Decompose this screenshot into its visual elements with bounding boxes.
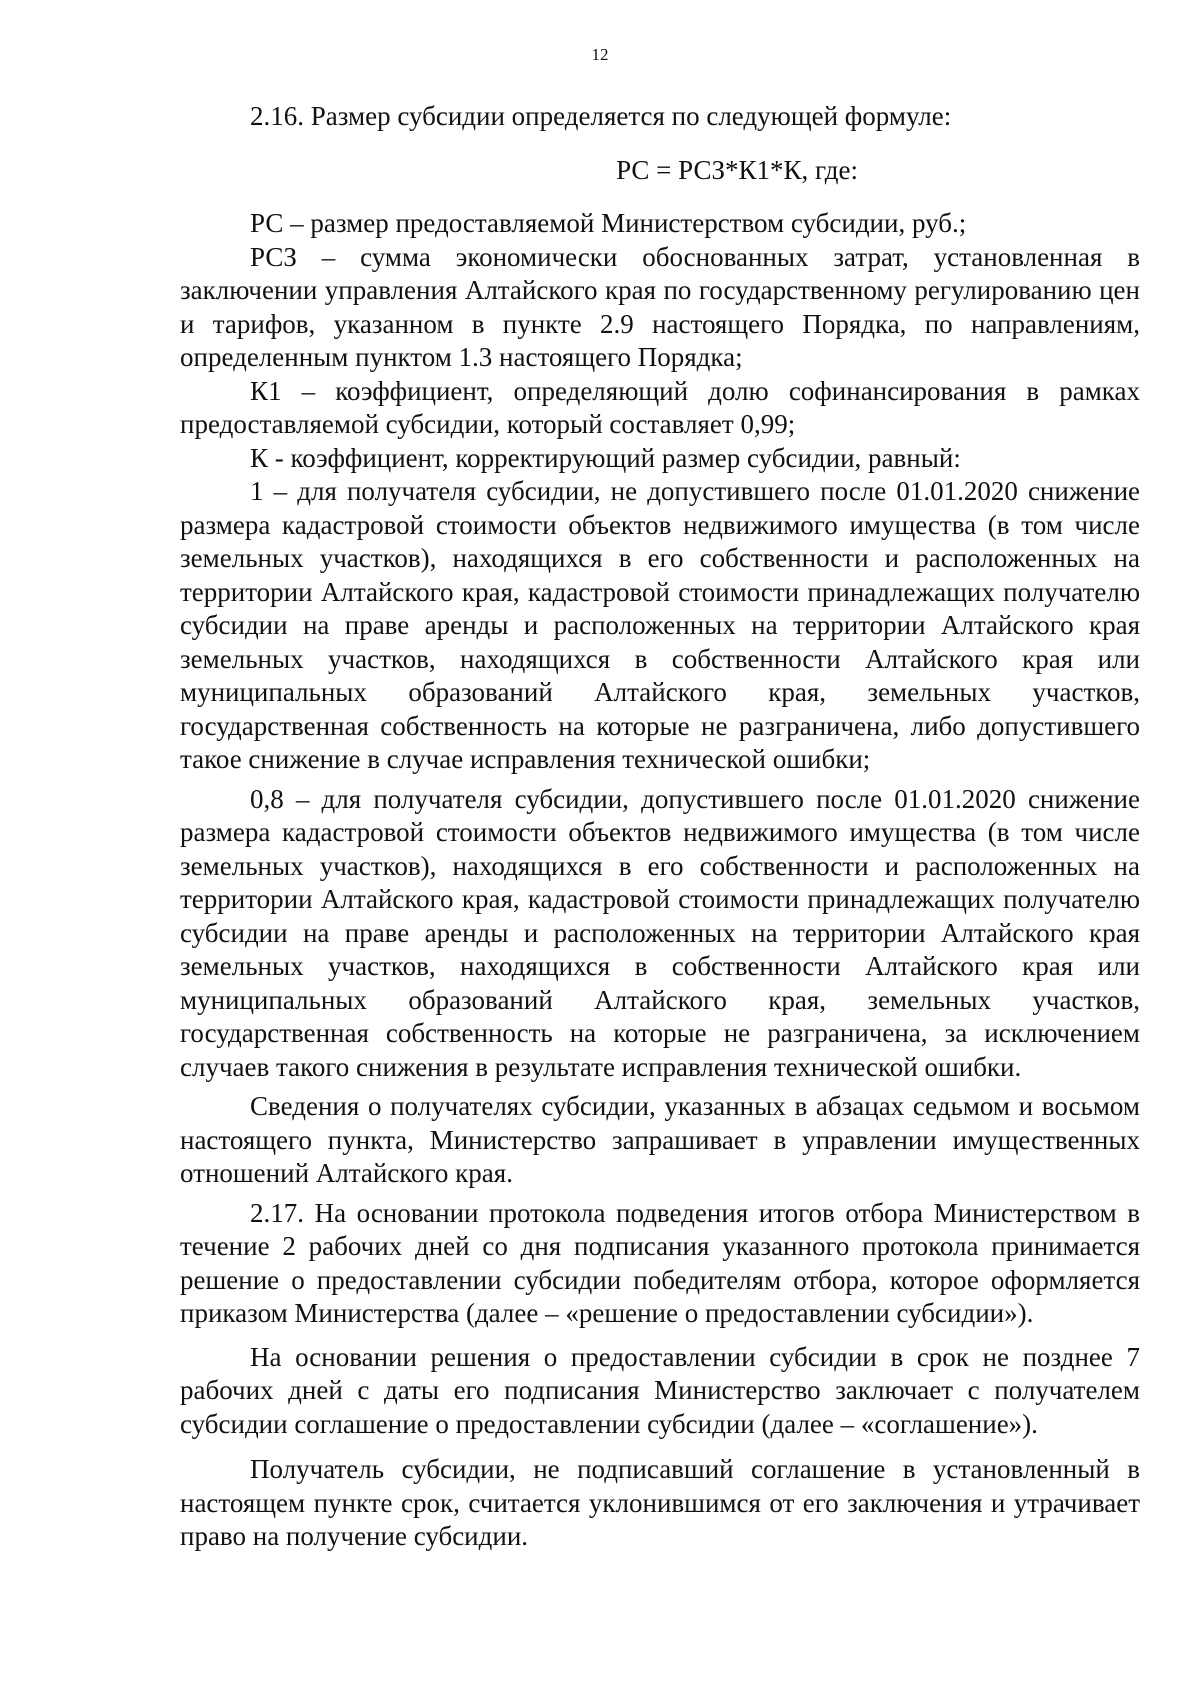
definition-k: К - коэффициент, корректирующий размер субсидии, равный: [250, 442, 961, 473]
definition-rs: РС – размер предоставляемой Министерством субсидии, руб.; [250, 208, 967, 238]
coefficient-0-8-condition: 0,8 – для получателя субсидии, допустившего после 01.01.2020 снижение размера кадастровой стоимости объектов недвижимого имущества (в том числе земельных участков), находящихся в его собственности и расположенных на территории Алтайского края, кадастровой стоимости принадлежащих получателю субсидии на праве аренды и расположенных на территории Алтайского края земельных участков, находящихся в собственности Алтайского края или муниципальных образований Алтайского края, земельных участков, государственная собственность на которые не разграничена, за исключением случаев такого снижения в результате исправления технической ошибки. [180, 783, 1140, 1082]
recipients-info-paragraph: Сведения о получателях субсидии, указанных в абзацах седьмом и восьмом настоящего пункта, Министерство запрашивает в управлении имущественных отношений Алтайского края. [180, 1091, 1140, 1188]
subsidy-formula: РС = РСЗ*К1*К, где: [616, 154, 858, 185]
paragraph-2-16-intro: 2.16. Размер субсидии определяется по следующей формуле: [250, 101, 952, 131]
agreement-paragraph: На основании решения о предоставлении субсидии в срок не позднее 7 рабочих дней с даты его подписания Министерство заключает с получателем субсидии соглашение о предоставлении субсидии (далее – «соглашение»). [180, 1341, 1140, 1439]
definition-rsz: РСЗ – сумма экономически обоснованных затрат, установленная в заключении управления Алтайского края по государственному регулированию цен и тарифов, указанном в пункте 2.9 настоящего Порядка, по направлениям, определенным пунктом 1.3 настоящего Порядка; [180, 241, 1140, 372]
refusal-paragraph: Получатель субсидии, не подписавший соглашение в установленный в настоящем пункте срок, считается уклонившимся от его заключения и утрачивает право на получение субсидии. [180, 1454, 1140, 1551]
page-number: 12 [591, 45, 609, 64]
document-body [180, 100, 1140, 1554]
definition-k1: К1 – коэффициент, определяющий долю софинансирования в рамках предоставляемой субсидии, который составляет 0,99; [180, 375, 1140, 439]
coefficient-1-condition: 1 – для получателя субсидии, не допустившего после 01.01.2020 снижение размера кадастровой стоимости объектов недвижимого имущества (в том числе земельных участков), находящихся в его собственности и расположенных на территории Алтайского края, кадастровой стоимости принадлежащих получателю субсидии на праве аренды и расположенных на территории Алтайского края земельных участков, находящихся в собственности Алтайского края или муниципальных образований Алтайского края, земельных участков, государственная собственность на которые не разграничена, либо допустившего такое снижение в случае исправления технической ошибки; [180, 476, 1140, 774]
paragraph-2-17: 2.17. На основании протокола подведения итогов отбора Министерством в течение 2 рабочих дней со дня подписания указанного протокола принимается решение о предоставлении субсидии победителям отбора, которое оформляется приказом Министерства (далее – «решение о предоставлении субсидии»). [180, 1197, 1140, 1328]
